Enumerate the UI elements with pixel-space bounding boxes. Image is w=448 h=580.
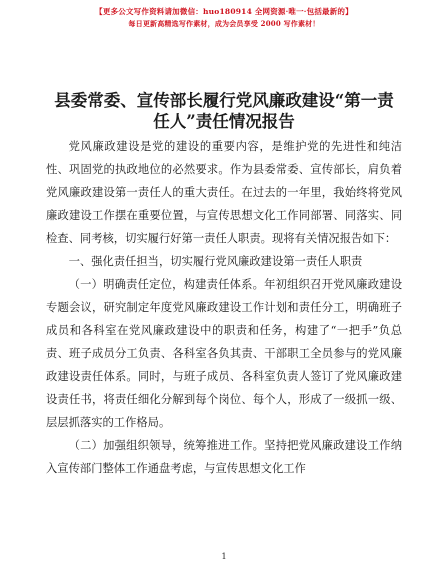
paragraph-1-1: （一）明确责任定位，构建责任体系。年初组织召开党风廉政建设专题会议，研究制定年度党风廉政建设工作计划和责任分工，明确班子成员和各科室在党风廉政建设中的职责和任务，构建了“一把手”负总责、班子成员分工负责、各科室各负其责、干部职工全员参与的党风廉政建设责任体系。同时，与班子成员、各科室负责人签订了党风廉政建设责任书，将责任细化分解到每个岗位、每个人，形成了一级抓一级、层层抓落实的工作格局。: [46, 278, 402, 429]
page-number: 1: [221, 552, 227, 561]
promo-banner-line2: 每日更新高精选写作素材，成为会员享受 2000 写作素材！: [128, 19, 320, 28]
paragraph-1-2: （二）加强组织领导，统筹推进工作。坚持把党风廉政建设工作纳入宣传部门整体工作通盘考虑，与宣传思想文化工作: [46, 439, 402, 475]
document-title: 县委常委、宣传部长履行党风廉政建设“第一责任人”责任情况报告: [54, 91, 394, 131]
paragraph-intro: 党风廉政建设是党的建设的重要内容，是维护党的先进性和纯洁性、巩固党的执政地位的必然要求。作为县委常委、宣传部长，肩负着党风廉政建设第一责任人的重大责任。在过去的一年里，我始终将党风廉政建设工作摆在重要位置，与宣传思想文化工作同部署、同落实、同检查、同考核，切实履行好第一责任人职责。现将有关情况报告如下：: [46, 140, 402, 245]
document-body: [46, 135, 402, 480]
section-heading-1: 一、强化责任担当，切实履行党风廉政建设第一责任人职责: [68, 255, 363, 268]
promo-banner-line1: 【更多公文写作资料请加微信：huo180914 全网资源·唯一·包括最新的】: [95, 7, 353, 16]
